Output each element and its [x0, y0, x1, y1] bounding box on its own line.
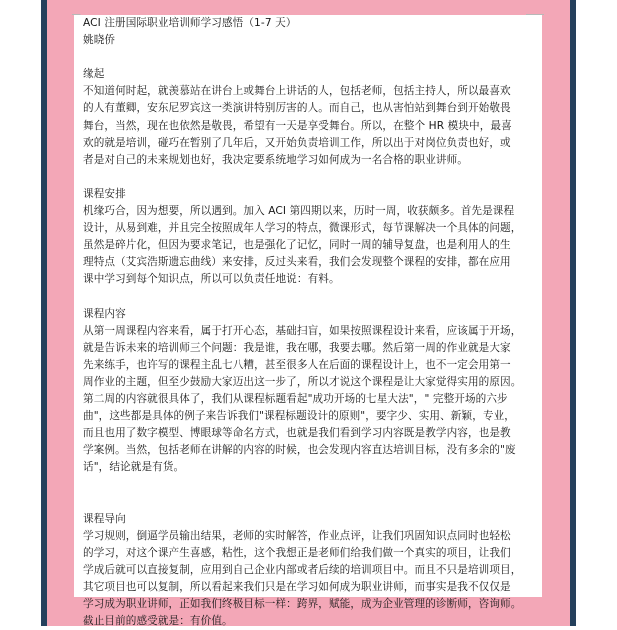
- document-author: 姚晓侨: [83, 34, 116, 47]
- paragraph-line: 学案例。当然，包括老师在讲解的内容的时候，也会发现内容直达培训目标，没有多余的"废: [83, 444, 516, 457]
- paragraph-line: 先来练手，也许写的课程主乱七八糟，甚至很多人在后面的课程设计上，也不一定会用第一: [83, 358, 511, 371]
- paragraph-line: 周作业的主题，但至少鼓励大家迈出这一步了，所以才说这个课程是让大家觉得实用的原因。: [83, 375, 522, 388]
- document-body[interactable]: [83, 15, 537, 630]
- paragraph-line: 理特点（艾宾浩斯遗忘曲线）来安排，反过头来看，我们会发现整个课程的安排，都在应用: [83, 256, 511, 269]
- paragraph-line: 其它项目也可以复制，所以看起来我们只是在学习如何成为职业讲师，而事实是我不仅仅是: [83, 581, 511, 594]
- section-heading: 课程内容: [83, 307, 126, 320]
- paragraph-line: 学成后就可以直接复制，应用到自己企业内部或者后续的培训项目中。而且不只是培训项目，: [83, 564, 522, 576]
- paragraph-line: 设计，从易到难，并且完全按照成年人学习的特点，微课形式，每节课解决一个具体的问题，: [83, 222, 522, 235]
- document-page[interactable]: [74, 15, 542, 628]
- blank-line: [83, 494, 537, 511]
- paragraph-line: 欢的就是培训，碰巧在暂别了几年后，又开始负责培训工作，所以出于对岗位负责也好，或: [83, 136, 511, 149]
- section-heading: 课程安排: [83, 187, 126, 200]
- section-heading: 缘起: [83, 68, 105, 81]
- paragraph-line: 课中学习到每个知识点，所以可以负责任地说：有料。: [83, 273, 340, 286]
- paragraph-line: 学习规则，倒逼学员输出结果，老师的实时解答，作业点评，让我们巩固知识点同时也轻松: [83, 529, 511, 542]
- paragraph-line: 虽然是碎片化，但因为要求笔记，也是强化了记忆，同时一周的辅导复盘，也是利用人的生: [83, 239, 511, 252]
- section-heading: 课程导向: [83, 512, 126, 525]
- document-title: ACI 注册国际职业培训师学习感悟（1-7 天）: [83, 17, 297, 29]
- paragraph-line: 曲"，这些都是具体的例子来告诉我们"课程标题设计的原则"，要字少、实用、新颖，专业，: [83, 410, 515, 423]
- blank-line: [83, 169, 537, 186]
- paragraph-line: 第二周的内容就很具体了，我们从课程标题看起"成功开场的七星大法"，" 完整开场的六步: [83, 393, 508, 406]
- paragraph-line: 学习成为职业讲师，正如我们终极目标一样：跨界，赋能，成为企业管理的诊断师，咨询师。: [83, 598, 522, 611]
- paragraph-line: 而且也用了数字模型、博眼球等命名方式，也就是我们看到学习内容既是教学内容，也是教: [83, 427, 511, 440]
- paragraph-line: 不知道何时起，就羡慕站在讲台上或舞台上讲话的人，包括老师，包括主持人，所以最喜欢: [83, 85, 511, 98]
- window-border-right: [570, 0, 576, 626]
- paragraph-line: 从第一周课程内容来看，属于打开心态，基础扫盲，如果按照课程设计来看，应该属于开场，: [83, 324, 522, 337]
- blank-line: [83, 289, 537, 306]
- blank-line: [83, 477, 537, 494]
- paragraph-line: 话"，结论就是有货。: [83, 461, 185, 474]
- blank-line: [83, 49, 537, 66]
- paragraph-line: 者是对自己的未来规划也好，我决定要系统地学习如何成为一名合格的职业讲师。: [83, 153, 468, 166]
- paragraph-line: 就是告诉未来的培训师三个问题：我是谁，我在哪，我要去哪。然后第一周的作业就是大家: [83, 341, 511, 354]
- paragraph-line: 截止目前的感受就是：有价值。: [83, 615, 233, 628]
- paragraph-line: 舞台，当然，现在也依然是敬畏，希望有一天是享受舞台。所以，在整个 HR 模块中，最喜: [83, 119, 512, 132]
- page-corner-mark: [72, 14, 81, 23]
- paragraph-line: 机缘巧合，因为想要，所以遇到。加入 ACI 第四期以来，历时一周，收获颇多。首先是课程: [83, 205, 515, 218]
- paragraph-line: 的学习，对这个课产生喜感，粘性，这个我想正是老师们给我们做一个真实的项目，让我们: [83, 546, 511, 559]
- paragraph-line: 的人有董卿，安东尼罗宾这一类演讲特别厉害的人。而自己，也从害怕站到舞台到开始敬畏: [83, 102, 511, 115]
